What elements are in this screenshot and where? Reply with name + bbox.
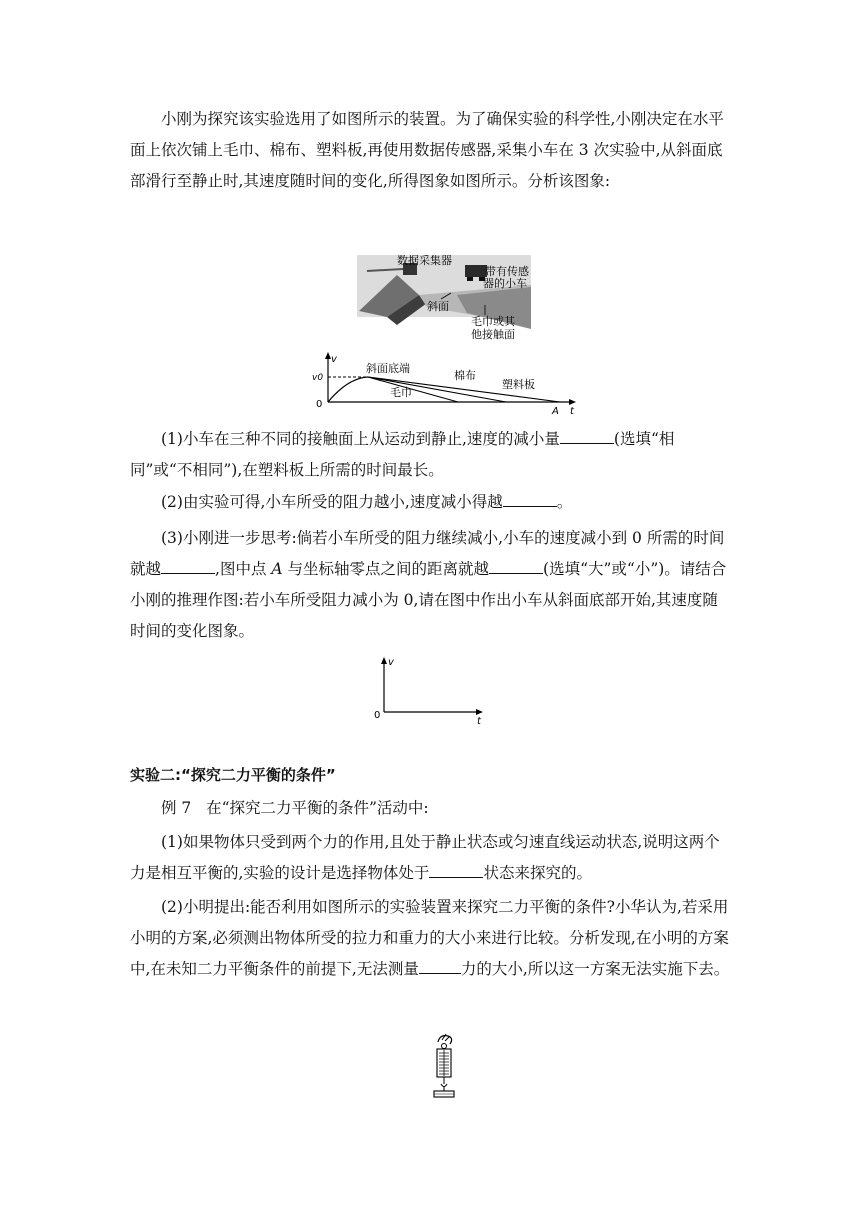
intro-text: 小刚为探究该实验选用了如图所示的装置。为了确保实验的科学性,小刚决定在水平面上依次铺上毛巾、棉布、塑料板,再使用数据传感器,采集小车在 3 次实验中,从斜面底部滑行至静止时,其速度随时间的变化,所得图象如图所示。分析该图象: [130,110,724,190]
example-label: 例 7 [161,799,192,817]
photo-label-collector: 数据采集器 [397,255,452,267]
v0-label: v0 [312,373,324,383]
blank-t-label: t [477,716,481,726]
blank-v-label: v [388,657,394,668]
exp2-p2-text-a: (2)小明提出:能否利用如图所示的实验装置来探究二力平衡的条件?小华认为,若采用小明的方案,必须测出物体所受的拉力和重力的大小来进行比较。分析发现,在小明的方案中,在未知二力平衡条件的前提下,无法测量 [130,898,729,978]
answer-blank-q3-b[interactable] [489,559,543,574]
intro-paragraph [130,104,730,197]
blank-graph[interactable] [372,652,488,726]
q3-text-d: (选填“大”或“小”)。请结合小刚的推理作图:若小车所受阻力减小为 0,请在图中作出小车从斜面底部开始,其速度随时间的变化图象。 [130,560,727,640]
q3-point-a: A [271,560,283,578]
q1-text-b: (选填“相同”或“不相同”),在塑料板上所需的时间最长。 [130,430,675,479]
blank-origin-label: 0 [374,710,381,721]
cotton-label: 棉布 [454,369,476,382]
spring-scale-illustration [424,1032,464,1100]
photo-label-surface-2: 他接触面 [471,328,515,341]
question-3 [130,523,730,647]
experiment-2-part-2 [130,892,730,985]
v-axis-label: v [331,354,337,365]
answer-blank-exp2-2[interactable] [419,959,461,974]
question-2 [130,487,730,518]
experiment-2-part-1 [130,827,730,889]
answer-blank-q1[interactable] [560,429,614,444]
q3-text-c: 与坐标轴零点之间的距离就越 [282,560,490,578]
towel-label: 毛巾 [390,386,412,399]
apparatus-photo [357,255,531,345]
exp2-p2-text-b: 力的大小,所以这一方案无法实施下去。 [460,960,730,978]
q3-text-a: (3)小刚进一步思考:倘若小车所受的阻力继续减小,小车的速度减小到 0 所需的时间就越 [130,529,725,578]
photo-label-surface-1: 毛巾或其 [471,315,515,328]
q2-text-a: (2)由实验可得,小车所受的阻力越小,速度减小得越 [161,493,503,511]
experiment-2-title: 实验二:“探究二力平衡的条件” [130,766,336,784]
photo-label-car-2: 器的小车 [483,277,527,290]
example-text: 在“探究二力平衡的条件”活动中: [206,799,429,817]
exp2-p1-text-a: (1)如果物体只受到两个力的作用,且处于静止状态或匀速直线运动状态,说明这两个力是相互平衡的,实验的设计是选择物体处于 [130,833,720,882]
cotton-curve [368,377,506,402]
example-7 [130,793,730,824]
answer-blank-q3-a[interactable] [161,559,215,574]
bottom-of-slope-label: 斜面底端 [366,362,410,375]
experiment-2-heading [130,760,730,791]
q3-text-b: ,图中点 [215,560,272,578]
plastic-label: 塑料板 [502,378,535,391]
answer-blank-exp2-1[interactable] [429,863,483,878]
q2-text-b: 。 [556,493,573,511]
answer-blank-q2[interactable] [503,492,557,507]
exp2-p1-text-b: 状态来探究的。 [483,864,592,882]
photo-label-car-1: 带有传感 [485,265,529,278]
question-1 [130,424,730,486]
velocity-time-graph [306,350,586,416]
t-axis-label: t [570,406,574,416]
q1-text-a: (1)小车在三种不同的接触面上从运动到静止,速度的减小量 [161,430,560,448]
point-a-label: A [552,406,559,416]
origin-label: 0 [316,399,323,410]
photo-label-slope: 斜面 [427,300,449,313]
towel-curve [368,377,458,402]
